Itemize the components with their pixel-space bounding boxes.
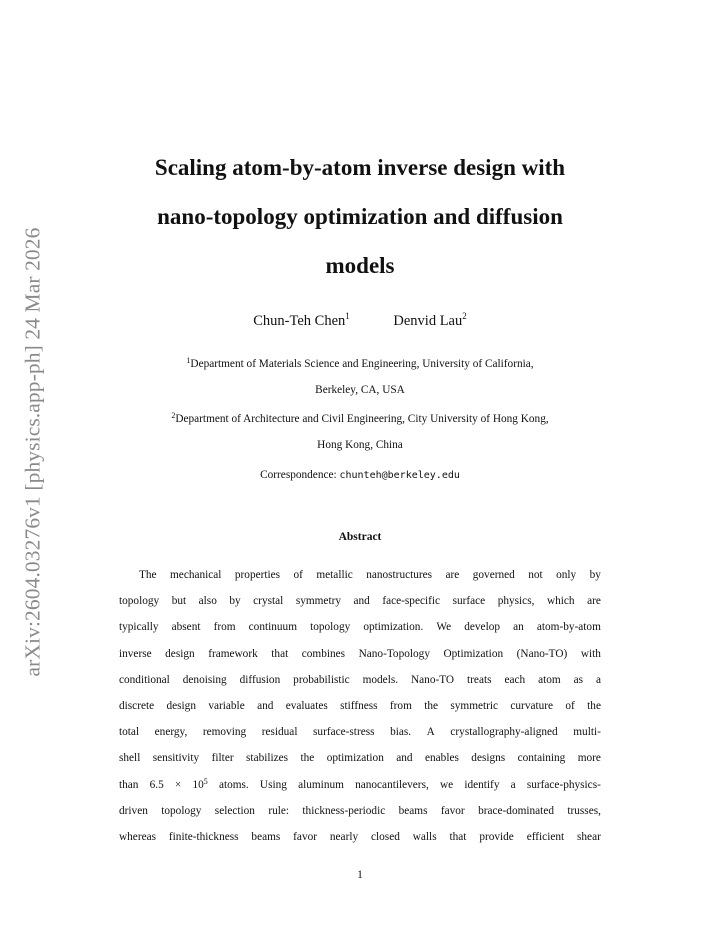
abstract-line <box>119 824 601 850</box>
abstract-word: discrete <box>119 699 155 712</box>
abstract-line <box>119 693 601 719</box>
abstract-word: and <box>353 595 370 608</box>
abstract-body <box>119 562 601 850</box>
abstract-word: Using <box>259 778 287 791</box>
abstract-word: models. <box>362 673 399 686</box>
abstract-word: bias. <box>390 726 412 739</box>
abstract-word: A <box>426 726 435 739</box>
abstract-word: design <box>165 647 195 660</box>
abstract-word: but <box>171 595 187 608</box>
abstract-word: designs <box>471 752 506 765</box>
abstract-word: favor <box>440 804 465 817</box>
abstract-word: variable <box>208 699 245 712</box>
abstract-word: properties <box>234 569 281 581</box>
abstract-line <box>119 798 601 824</box>
abstract-word: × <box>174 778 182 791</box>
abstract-word: nanocantilevers, <box>355 778 429 791</box>
abstract-word: by <box>589 569 601 581</box>
abstract-word: favor <box>293 830 318 843</box>
abstract-word: face-specific <box>382 595 441 608</box>
abstract-word: 6.5 <box>149 778 164 791</box>
abstract-word: the <box>424 699 439 712</box>
abstract-word: framework <box>208 647 258 660</box>
abstract-word <box>192 772 207 798</box>
abstract-word: beams <box>398 804 428 817</box>
abstract-word: metallic <box>316 569 353 581</box>
abstract-word: driven <box>119 804 148 817</box>
abstract-word: enables <box>425 752 459 765</box>
abstract-line <box>119 614 601 640</box>
abstract-word: removing <box>202 726 247 739</box>
abstract-word: from <box>389 699 412 712</box>
abstract-word: of <box>565 699 575 712</box>
correspondence <box>100 469 620 481</box>
abstract-word: containing <box>517 752 566 765</box>
exponent: 5 <box>203 776 208 786</box>
abstract-word: the <box>587 699 601 712</box>
abstract-word: absent <box>171 621 201 634</box>
abstract-word: beams <box>251 830 281 843</box>
abstract-word: an <box>513 621 524 634</box>
abstract-word: energy, <box>154 726 188 739</box>
abstract-word: more <box>577 752 601 765</box>
abstract-line <box>119 772 601 798</box>
abstract-word: Nano-Topology <box>358 647 430 660</box>
arxiv-identifier: arXiv:2604.03276v1 [physics.app-ph] 24 Mar 2026 <box>20 227 45 677</box>
abstract-word: total <box>119 726 140 739</box>
abstract-word: are <box>445 569 460 581</box>
abstract-word: provide <box>479 830 514 843</box>
abstract-word: efficient <box>526 830 565 843</box>
abstract-word: conditional <box>119 673 170 686</box>
title-line: nano-topology optimization and diffusion <box>157 204 563 229</box>
abstract-word: topology <box>119 595 160 608</box>
affiliation-line <box>100 351 620 377</box>
author <box>393 313 466 330</box>
abstract-word: develop <box>464 621 501 634</box>
abstract-word: shear <box>577 830 601 843</box>
author-list <box>100 313 620 330</box>
correspondence-label: Correspondence: <box>260 469 337 481</box>
abstract-line <box>119 745 601 771</box>
abstract-word: evaluates <box>285 699 328 712</box>
title-line: models <box>325 253 395 278</box>
abstract-word: closed <box>371 830 400 843</box>
abstract-word: by <box>229 595 241 608</box>
abstract-word: treats <box>467 673 492 686</box>
abstract-word: walls <box>412 830 437 843</box>
abstract-line <box>119 667 601 693</box>
author-name: Denvid Lau <box>393 313 463 329</box>
affiliation-text: Department of Architecture and Civil Engineering, City University of Hong Kong, <box>175 413 549 425</box>
abstract-word: surface-physics- <box>526 778 601 791</box>
abstract-word: which <box>546 595 575 608</box>
abstract-word: selection <box>214 804 255 817</box>
abstract-word: identify <box>464 778 500 791</box>
abstract-word: are <box>587 595 601 608</box>
abstract-word: with <box>580 647 601 660</box>
abstract-word: mechanical <box>170 569 222 581</box>
abstract-word: inverse <box>119 647 152 660</box>
abstract-word: and <box>257 699 274 712</box>
abstract-word: denoising <box>182 673 227 686</box>
abstract-word: that <box>271 647 289 660</box>
abstract-word: stiffness <box>340 699 378 712</box>
abstract-word: typically <box>119 621 159 634</box>
abstract-word: the <box>300 752 315 765</box>
abstract-word: We <box>436 621 452 634</box>
abstract-line <box>119 641 601 667</box>
abstract-word: a <box>510 778 516 791</box>
abstract-word: not <box>528 569 543 581</box>
abstract-word: (Nano-TO) <box>516 647 568 660</box>
affiliation-mark: 2 <box>462 311 467 321</box>
abstract-word: surface-stress <box>313 726 375 739</box>
abstract-word: we <box>439 778 454 791</box>
affiliation-line: Hong Kong, China <box>317 439 403 451</box>
abstract-word: residual <box>261 726 298 739</box>
abstract-word: governed <box>472 569 515 581</box>
abstract-word: shell <box>119 752 141 765</box>
abstract-word: than <box>119 778 139 791</box>
abstract-word: also <box>198 595 217 608</box>
abstract-word: brace-dominated <box>478 804 554 817</box>
abstract-word: multi- <box>573 726 601 739</box>
page-number: 1 <box>357 869 363 881</box>
paper-title <box>100 143 620 290</box>
abstract-word: atoms. <box>218 778 249 791</box>
abstract-word: continuum <box>248 621 297 634</box>
affiliation-2 <box>100 406 620 458</box>
abstract-word: nearly <box>329 830 359 843</box>
correspondence-email[interactable]: chunteh@berkeley.edu <box>339 470 460 481</box>
abstract-word: topology <box>161 804 202 817</box>
abstract-word: a <box>595 673 601 686</box>
abstract-word: topology <box>310 621 351 634</box>
abstract-word: symmetry <box>295 595 341 608</box>
abstract-word: rule: <box>268 804 290 817</box>
abstract-word: stabilizes <box>246 752 289 765</box>
abstract-word: The <box>139 569 157 581</box>
author <box>253 313 350 330</box>
abstract-word: curvature <box>510 699 554 712</box>
abstract-word: finite-thickness <box>168 830 239 843</box>
abstract-word: of <box>293 569 303 581</box>
affiliation-line <box>100 406 620 432</box>
abstract-word-base: 10 <box>192 778 204 791</box>
abstract-word: optimization <box>326 752 384 765</box>
abstract-word: filter <box>211 752 234 765</box>
affiliation-mark: 1 <box>186 356 191 365</box>
abstract-word: from <box>213 621 236 634</box>
affiliation-1 <box>100 351 620 403</box>
author-name: Chun-Teh Chen <box>253 313 346 329</box>
abstract-word: as <box>573 673 584 686</box>
abstract-word: atom-by-atom <box>536 621 601 634</box>
abstract-word: surface <box>452 595 486 608</box>
abstract-word: design <box>166 699 196 712</box>
abstract-word: that <box>449 830 467 843</box>
abstract-word: diffusion <box>239 673 281 686</box>
abstract-word: trusses, <box>567 804 601 817</box>
abstract-word: Optimization <box>443 647 504 660</box>
abstract-word: probabilistic <box>293 673 350 686</box>
title-line: Scaling atom-by-atom inverse design with <box>154 155 566 180</box>
abstract-word: whereas <box>119 830 157 843</box>
affiliation-line: Berkeley, CA, USA <box>315 384 405 396</box>
abstract-word: sensitivity <box>152 752 200 765</box>
abstract-word: and <box>396 752 413 765</box>
abstract-word: Nano-TO <box>411 673 455 686</box>
abstract-word: only <box>556 569 577 581</box>
abstract-word: thickness-periodic <box>302 804 386 817</box>
abstract-word: combines <box>301 647 346 660</box>
abstract-word: crystallography-aligned <box>450 726 558 739</box>
abstract-word: each <box>504 673 526 686</box>
abstract-line <box>119 719 601 745</box>
abstract-heading: Abstract <box>338 531 382 543</box>
abstract-word: physics, <box>497 595 535 608</box>
abstract-word: symmetric <box>450 699 499 712</box>
abstract-word: nanostructures <box>366 569 433 581</box>
affiliation-mark: 1 <box>345 311 350 321</box>
abstract-word: optimization. <box>363 621 424 634</box>
affiliation-mark: 2 <box>171 411 176 420</box>
abstract-word: aluminum <box>298 778 344 791</box>
affiliation-text: Department of Materials Science and Engineering, University of California, <box>190 358 534 370</box>
abstract-word: crystal <box>253 595 284 608</box>
abstract-line <box>119 588 601 614</box>
abstract-line <box>119 562 601 588</box>
abstract-word: atom <box>538 673 561 686</box>
